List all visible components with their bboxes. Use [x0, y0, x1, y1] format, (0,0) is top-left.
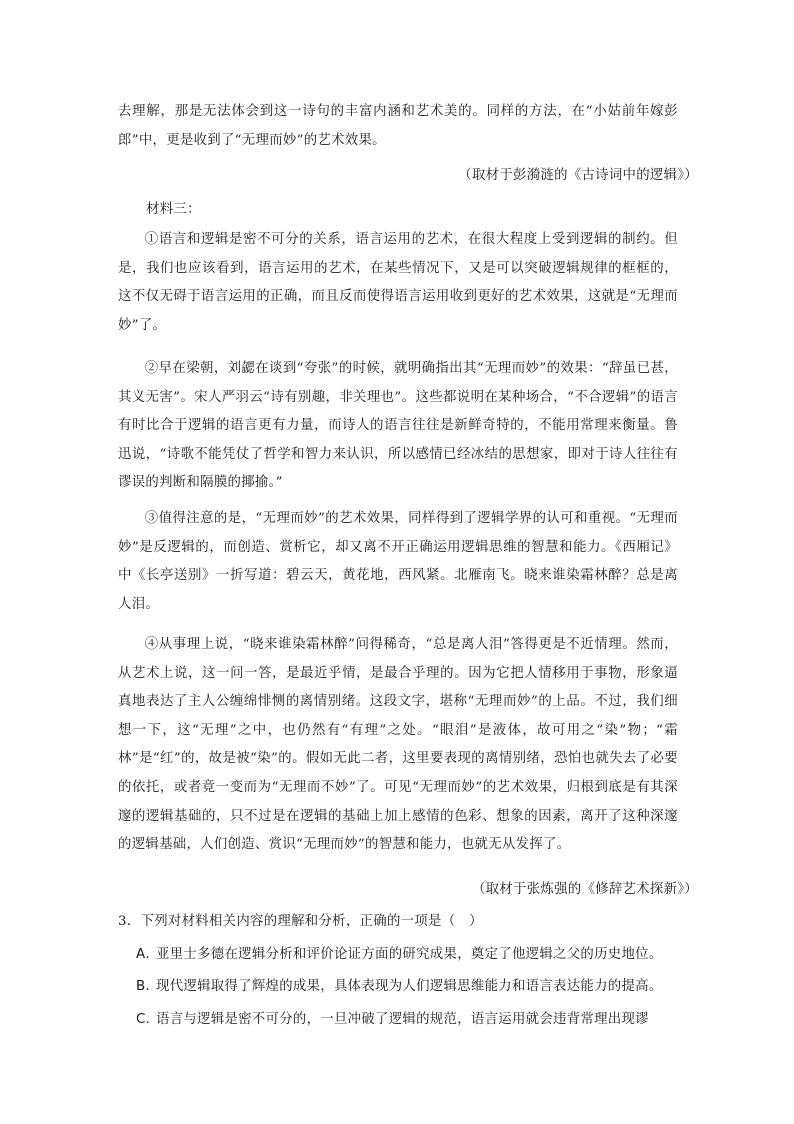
option-b-text: 现代逻辑取得了辉煌的成果，具体表现为人们逻辑思维能力和语言表达能力的提高。: [156, 979, 663, 994]
material-3-heading: 材料三：: [146, 202, 201, 217]
source-citation-2: （取材于张炼强的《修辞艺术探新》）: [471, 882, 698, 897]
option-a-text: 亚里士多德在逻辑分析和评价论证方面的研究成果，奠定了他逻辑之父的历史地位。: [156, 947, 663, 962]
option-b[interactable]: [136, 977, 684, 997]
option-c-text: 语言与逻辑是密不可分的，一旦冲破了逻辑的规范，语言运用就会违背常理出现谬: [156, 1012, 649, 1027]
option-a[interactable]: [136, 945, 684, 965]
option-c[interactable]: [136, 1010, 684, 1030]
option-c-letter: C．: [136, 1012, 160, 1027]
option-b-letter: B．: [136, 979, 160, 994]
option-a-letter: A．: [136, 947, 160, 962]
paragraph-3: ③值得注意的是，“无理而妙”的艺术效果，同样得到了逻辑学界的认可和重视。“无理而妙”是反逻辑的，而创造、赏析它，却又离不开正确运用逻辑思维的智慧和能力。《西厢记》中《长亭送别》一折写道：碧云天，黄花地，西风紧。北雁南飞。晓来谁染霜林醉？总是离人泪。: [118, 511, 678, 612]
intro-paragraph: 去理解，那是无法体会到这一诗句的丰富内涵和艺术美的。同样的方法，在“小姑前年嫁彭郎”中，更是收到了“无理而妙”的艺术效果。: [118, 104, 678, 148]
paragraph-1: ①语言和逻辑是密不可分的关系，语言运用的艺术，在很大程度上受到逻辑的制约。但是，我们也应该看到，语言运用的艺术，在某些情况下，又是可以突破逻辑规律的框框的，这不仅无碍于语言运用的正确，而且反而使得语言运用收到更好的艺术效果，这就是“无理而妙”了。: [118, 232, 678, 333]
paragraph-4: ④从事理上说，“晓来谁染霜林醉”问得稀奇，“总是离人泪”答得更是不近情理。然而，从艺术上说，这一问一答，是最近乎情，是最合乎理的。因为它把人情移用于事物，形象逼真地表达了主人公缠绵悱恻的离情别绪。这段文字，堪称“无理而妙”的上品。不过，我们细想一下，这“无理”之中，也仍然有“有理”之处。“眼泪”是液体，故可用之“染”物；“霜林”是“红”的，故是被“染”的。假如无此二者，这里要表现的离情别绪，恐怕也就失去了必要的依托，或者竟一变而为“无理而不妙”了。可见“无理而妙”的艺术效果，归根到底是有其深邃的逻辑基础的，只不过是在逻辑的基础上加上感情的色彩、想象的因素，离开了这种深邃的逻辑基础，人们创造、赏识“无理而妙”的智慧和能力，也就无从发挥了。: [118, 637, 678, 853]
paragraph-2: ②早在梁朝，刘勰在谈到“夸张”的时候，就明确指出其“无理而妙”的效果：“辞虽已甚，其义无害”。宋人严羽云“诗有别趣，非关理也”。这些都说明在某种场合，“不合逻辑”的语言有时比合于逻辑的语言更有力量，而诗人的语言往往是新鲜奇特的，不能用常理来衡量。鲁迅说，“诗歌不能凭仗了哲学和智力来认识，所以感情已经冰结的思想家，即对于诗人往往有谬误的判断和隔膜的揶揄。”: [118, 361, 678, 491]
question-stem: 3．下列对材料相关内容的理解和分析，正确的一项是（ ）: [118, 914, 483, 929]
source-citation-1: （取材于彭漪涟的《古诗词中的逻辑》）: [458, 168, 698, 183]
